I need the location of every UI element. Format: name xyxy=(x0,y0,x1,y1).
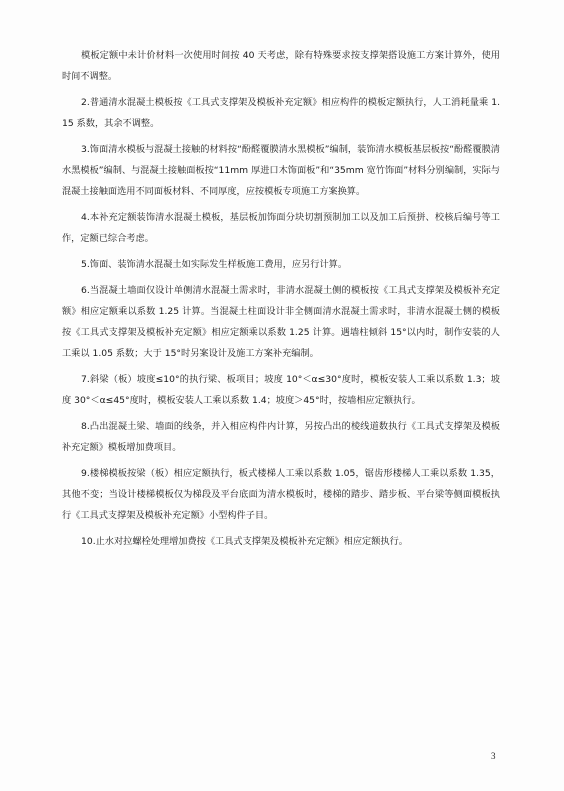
paragraph-9: 9.楼梯模板按梁（板）相应定额执行，板式楼梯人工乘以系数 1.05，锯齿形楼梯人工乘以系数 1.35，其他不变；当设计楼梯模板仅为梯段及平台底面为清水模板时，楼梯的踏步、踏步板、平台梁等侧面模板执行《工具式支撑架及模板补充定额》小型构件子目。 xyxy=(62,468,500,521)
paragraph-2: 2.普通清水混凝土模板按《工具式支撑架及模板补充定额》相应构件的模板定额执行，人工消耗量乘 1.15 系数，其余不调整。 xyxy=(62,97,500,129)
paragraph-10: 10.止水对拉螺栓处理增加费按《工具式支撑架及模板补充定额》相应定额执行。 xyxy=(81,536,408,547)
paragraph-5: 5.饰面、装饰清水混凝土如实际发生样板施工费用，应另行计算。 xyxy=(81,259,348,270)
paragraph-4: 4.本补充定额装饰清水混凝土模板，基层板加饰面分块切割预制加工以及加工后预拼、校核后编号等工作，定额已综合考虑。 xyxy=(62,212,500,244)
paragraph-3: 3.饰面清水模板与混凝土接触的材料按“酚醛覆膜清水黑模板”编制，装饰清水模板基层板按“酚醛覆膜清水黑模板”编制、与混凝土接触面板按“11mm 厚进口木饰面板”和“35mm 宽竹饰面”材料分别编制，实际与混凝土接触面选用不同面板材料、不同厚度，应按模板专项施工方案换算。 xyxy=(62,144,500,197)
page-body xyxy=(62,45,500,557)
paragraph-1: 模板定额中未计价材料一次使用时间按 40 天考虑，除有特殊要求按支撑架搭设施工方案计算外，使用时间不调整。 xyxy=(62,50,500,82)
page-number: 3 xyxy=(491,751,496,761)
paragraph-8: 8.凸出混凝土梁、墙面的线条，并入相应构件内计算，另按凸出的棱线道数执行《工具式支撑架及模板补充定额》模板增加费项目。 xyxy=(62,421,500,453)
paragraph-6: 6.当混凝土墙面仅设计单侧清水混凝土需求时，非清水混凝土侧的模板按《工具式支撑架及模板补充定额》相应定额乘以系数 1.25 计算。当混凝土柱面设计非全侧面清水混凝土需求时，非清水混凝土侧的模板按《工具式支撑架及模板补充定额》相应定额乘以系数 1.25 计算。遇墙柱倾斜 15°以内时，制作安装的人工乘以 1.05 系数；大于 15°时另案设计及施工方案补充编制。 xyxy=(62,285,500,359)
paragraph-7: 7.斜梁（板）坡度≤10°的执行梁、板项目；坡度 10°＜α≤30°度时，模板安装人工乘以系数 1.3；坡度 30°＜α≤45°度时，模板安装人工乘以系数 1.4；坡度＞45°时，按墙相应定额执行。 xyxy=(62,374,500,406)
